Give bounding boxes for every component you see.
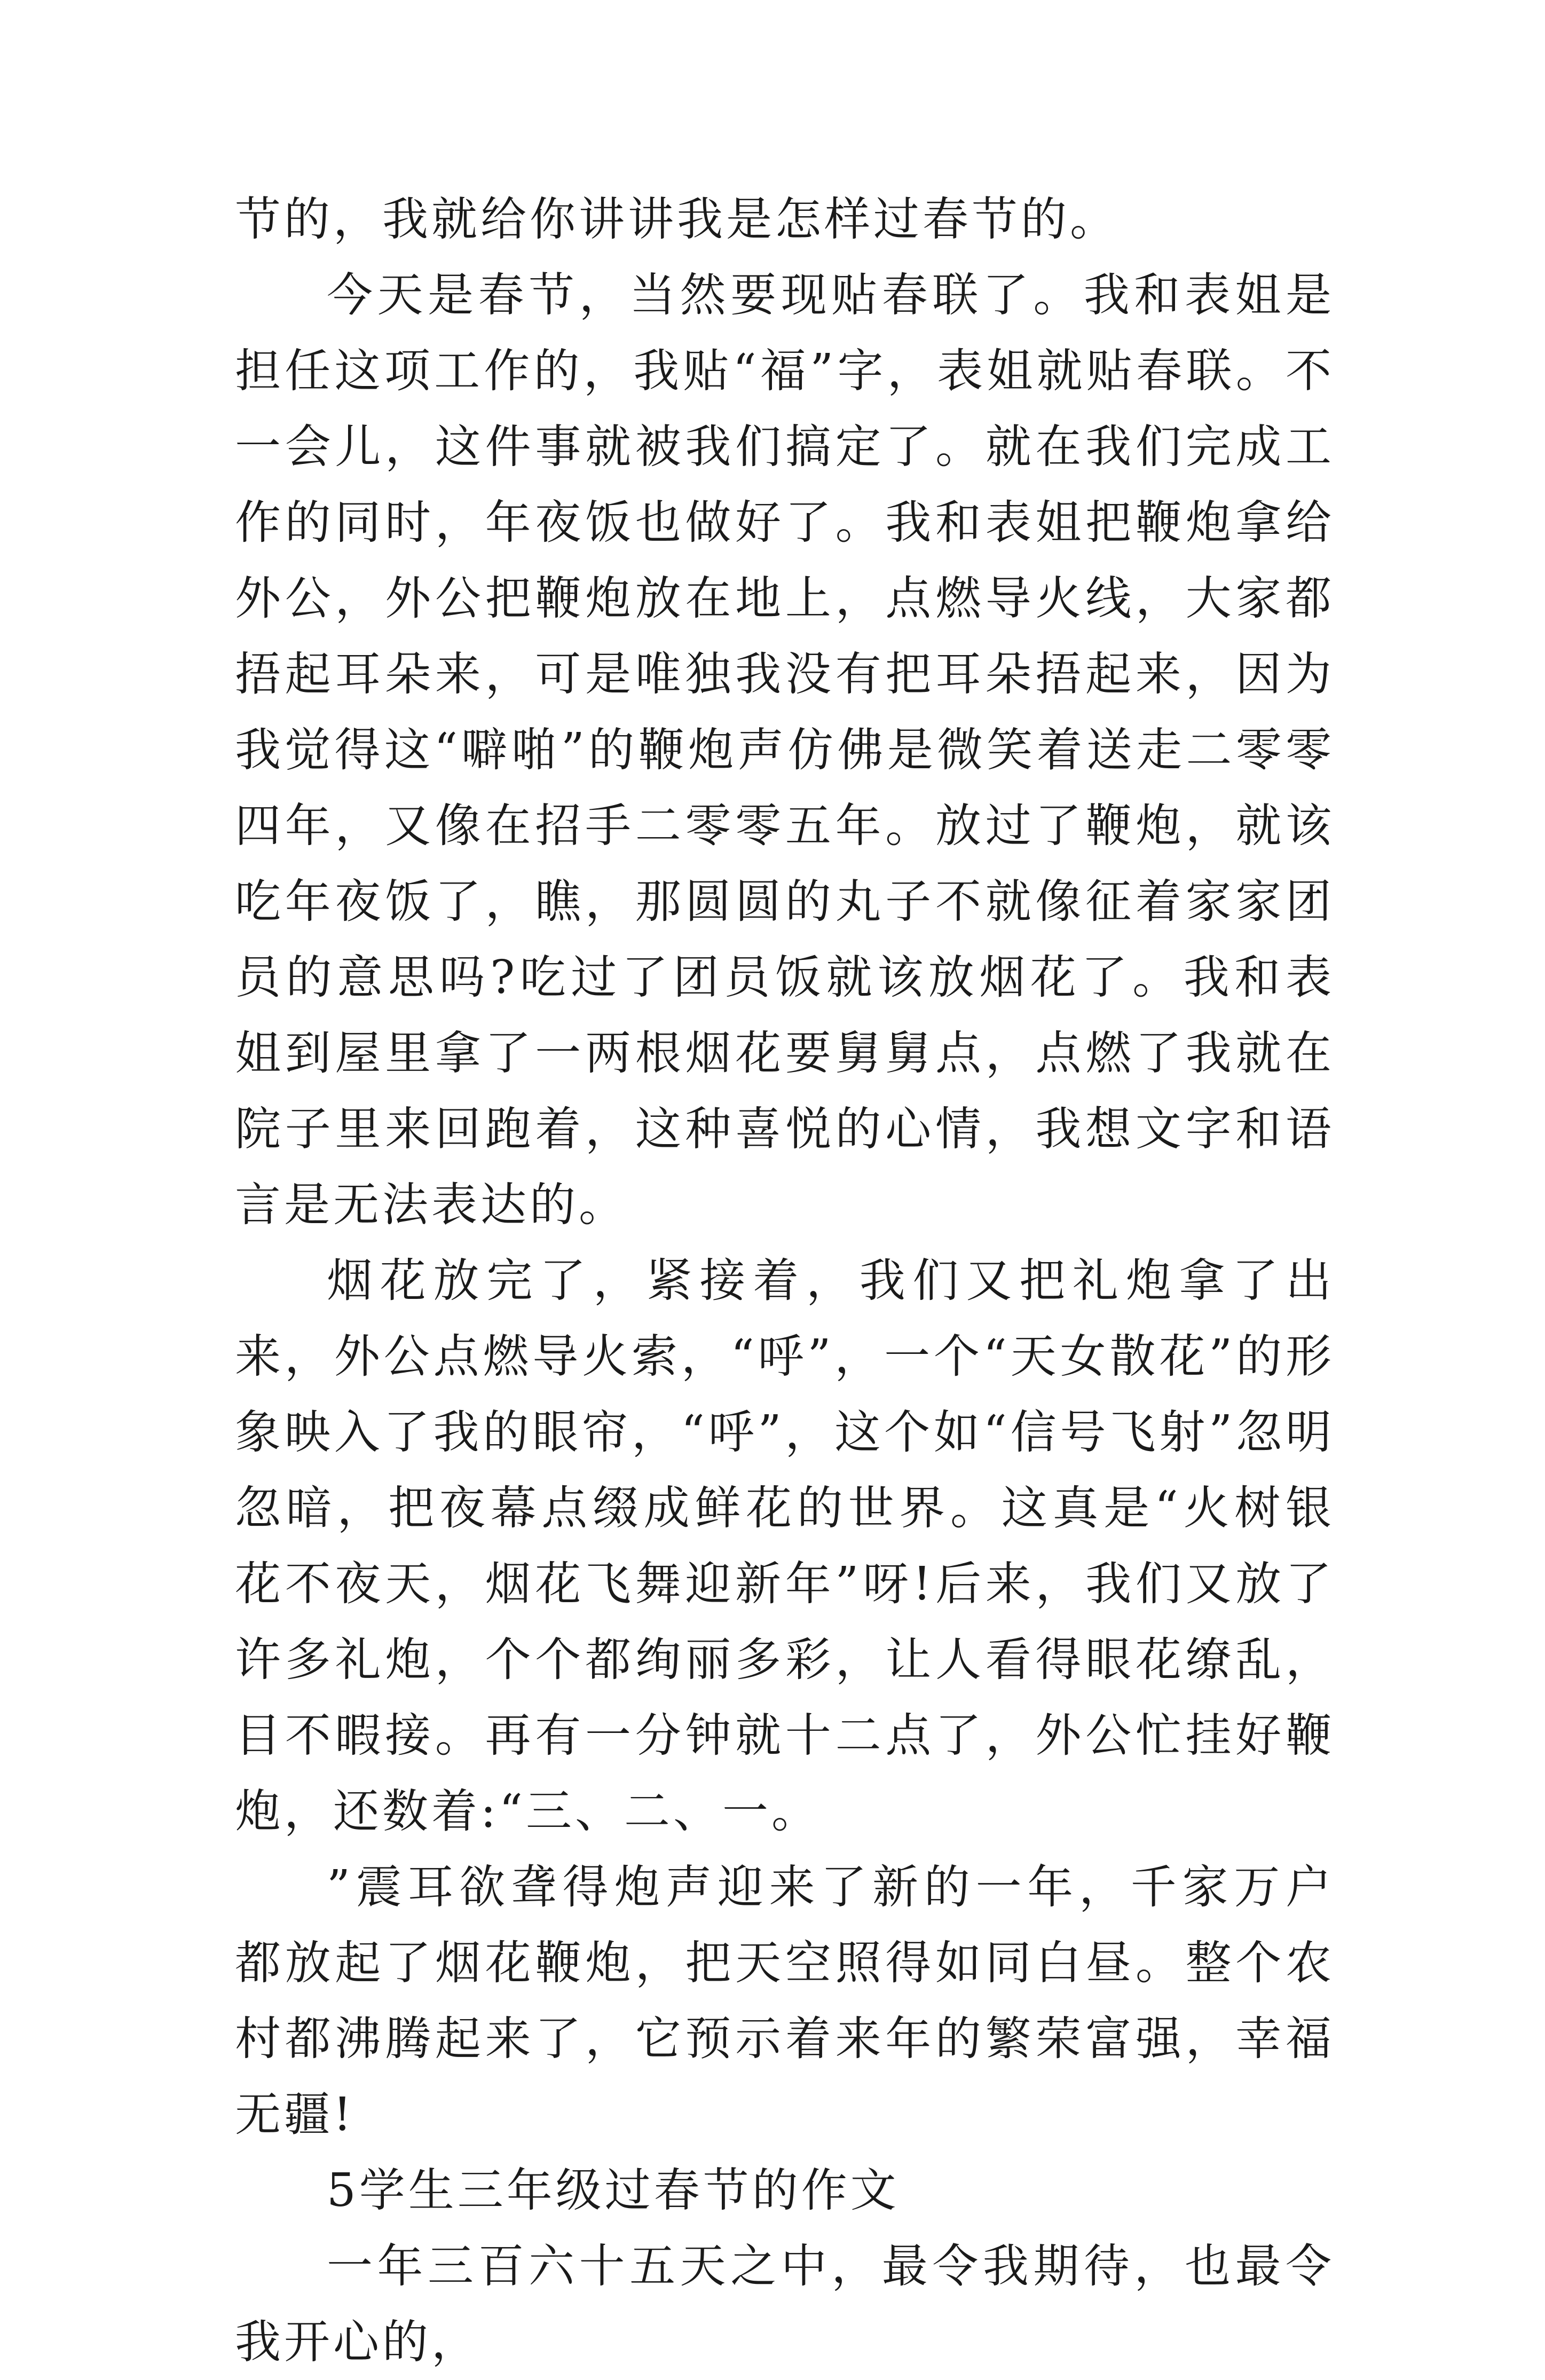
paragraph: 烟花放完了，紧接着，我们又把礼炮拿了出来，外公点燃导火索，“呼”，一个“天女散花”的形象映入了我的眼帘，“呼”，这个如“信号飞射”忽明忽暗，把夜幕点缀成鲜花的世界。这真是“火树银花不夜天，烟花飞舞迎新年”呀!后来，我们又放了许多礼炮，个个都绚丽多彩，让人看得眼花缭乱，目不暇接。再有一分钟就十二点了，外公忙挂好鞭炮，还数着:“三、二、一。	[235, 1254, 1335, 1838]
paragraph: 今天是春节，当然要现贴春联了。我和表姐是担任这项工作的，我贴“福”字，表姐就贴春联。不一会儿，这件事就被我们搞定了。就在我们完成工作的同时，年夜饭也做好了。我和表姐把鞭炮拿给外公，外公把鞭炮放在地上，点燃导火线，大家都捂起耳朵来，可是唯独我没有把耳朵捂起来，因为我觉得这“噼啪”的鞭炮声仿佛是微笑着送走二零零四年，又像在招手二零零五年。放过了鞭炮，就该吃年夜饭了，瞧，那圆圆的丸子不就像征着家家团员的意思吗?吃过了团员饭就该放烟花了。我和表姐到屋里拿了一两根烟花要舅舅点，点燃了我就在院子里来回跑着，这种喜悦的心情，我想文字和语言是无法表达的。	[235, 269, 1335, 1232]
paragraph: ”震耳欲聋得炮声迎来了新的一年，千家万户都放起了烟花鞭炮，把天空照得如同白昼。整个农村都沸腾起来了，它预示着来年的繁荣富强，幸福无疆!	[235, 1861, 1335, 2141]
paragraph: 节的，我就给你讲讲我是怎样过春节的。	[235, 193, 1119, 246]
section-heading: 5学生三年级过春节的作文	[327, 2164, 900, 2217]
paragraph: 一年三百六十五天之中，最令我期待，也最令我开心的，	[235, 2240, 1335, 2369]
document-body	[235, 182, 1335, 2380]
